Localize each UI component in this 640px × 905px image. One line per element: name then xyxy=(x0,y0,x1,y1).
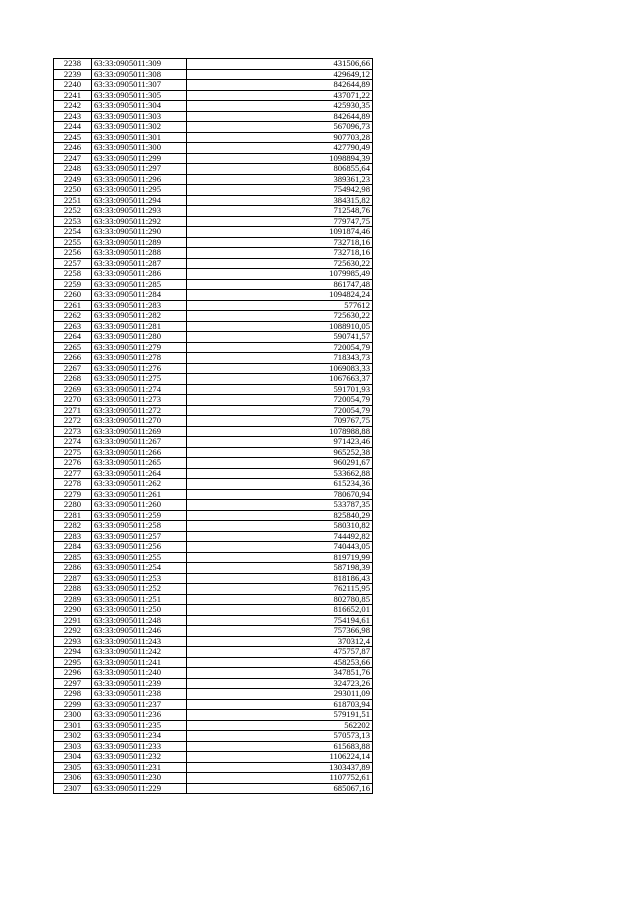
cadastral-value-cell: 712548,76 xyxy=(187,206,373,217)
cadastral-number-cell: 63:33:0905011:303 xyxy=(92,111,187,122)
row-number-cell: 2272 xyxy=(54,416,92,427)
cadastral-value-cell: 960291,67 xyxy=(187,458,373,469)
cadastral-value-cell: 732718,16 xyxy=(187,237,373,248)
row-number-cell: 2291 xyxy=(54,615,92,626)
table-row xyxy=(54,258,373,269)
table-row xyxy=(54,248,373,259)
row-number-cell: 2304 xyxy=(54,752,92,763)
cadastral-number-cell: 63:33:0905011:270 xyxy=(92,416,187,427)
table-row xyxy=(54,279,373,290)
row-number-cell: 2282 xyxy=(54,521,92,532)
cadastral-value-cell: 577612 xyxy=(187,300,373,311)
table-row xyxy=(54,552,373,563)
table-row xyxy=(54,69,373,80)
table-row xyxy=(54,59,373,70)
cadastral-number-cell: 63:33:0905011:229 xyxy=(92,783,187,794)
row-number-cell: 2245 xyxy=(54,132,92,143)
row-number-cell: 2261 xyxy=(54,300,92,311)
cadastral-number-cell: 63:33:0905011:246 xyxy=(92,626,187,637)
row-number-cell: 2238 xyxy=(54,59,92,70)
cadastral-value-cell: 618703,94 xyxy=(187,699,373,710)
cadastral-value-cell: 580310,82 xyxy=(187,521,373,532)
cadastral-number-cell: 63:33:0905011:301 xyxy=(92,132,187,143)
cadastral-number-cell: 63:33:0905011:297 xyxy=(92,164,187,175)
cadastral-value-cell: 590741,57 xyxy=(187,332,373,343)
row-number-cell: 2239 xyxy=(54,69,92,80)
row-number-cell: 2300 xyxy=(54,710,92,721)
cadastral-number-cell: 63:33:0905011:293 xyxy=(92,206,187,217)
table-row xyxy=(54,668,373,679)
row-number-cell: 2292 xyxy=(54,626,92,637)
row-number-cell: 2287 xyxy=(54,573,92,584)
table-row xyxy=(54,458,373,469)
cadastral-value-cell: 907703,28 xyxy=(187,132,373,143)
cadastral-number-cell: 63:33:0905011:258 xyxy=(92,521,187,532)
table-row xyxy=(54,468,373,479)
cadastral-number-cell: 63:33:0905011:284 xyxy=(92,290,187,301)
cadastral-value-cell: 570573,13 xyxy=(187,731,373,742)
row-number-cell: 2301 xyxy=(54,720,92,731)
cadastral-number-cell: 63:33:0905011:281 xyxy=(92,321,187,332)
row-number-cell: 2286 xyxy=(54,563,92,574)
table-row xyxy=(54,174,373,185)
row-number-cell: 2241 xyxy=(54,90,92,101)
cadastral-number-cell: 63:33:0905011:243 xyxy=(92,636,187,647)
cadastral-value-cell: 567096,73 xyxy=(187,122,373,133)
cadastral-number-cell: 63:33:0905011:248 xyxy=(92,615,187,626)
cadastral-number-cell: 63:33:0905011:234 xyxy=(92,731,187,742)
row-number-cell: 2254 xyxy=(54,227,92,238)
table-row xyxy=(54,416,373,427)
cadastral-value-cell: 458253,66 xyxy=(187,657,373,668)
cadastral-number-cell: 63:33:0905011:304 xyxy=(92,101,187,112)
row-number-cell: 2253 xyxy=(54,216,92,227)
row-number-cell: 2294 xyxy=(54,647,92,658)
cadastral-number-cell: 63:33:0905011:230 xyxy=(92,773,187,784)
cadastral-value-cell: 802780,85 xyxy=(187,594,373,605)
cadastral-value-cell: 1107752,61 xyxy=(187,773,373,784)
cadastral-number-cell: 63:33:0905011:256 xyxy=(92,542,187,553)
table-row xyxy=(54,269,373,280)
table-row xyxy=(54,101,373,112)
row-number-cell: 2258 xyxy=(54,269,92,280)
row-number-cell: 2295 xyxy=(54,657,92,668)
cadastral-number-cell: 63:33:0905011:269 xyxy=(92,426,187,437)
table-row xyxy=(54,521,373,532)
cadastral-value-cell: 1091874,46 xyxy=(187,227,373,238)
table-row xyxy=(54,636,373,647)
row-number-cell: 2305 xyxy=(54,762,92,773)
cadastral-value-cell: 533787,35 xyxy=(187,500,373,511)
cadastral-number-cell: 63:33:0905011:238 xyxy=(92,689,187,700)
table-row xyxy=(54,731,373,742)
cadastral-number-cell: 63:33:0905011:252 xyxy=(92,584,187,595)
cadastral-value-cell: 1303437,89 xyxy=(187,762,373,773)
row-number-cell: 2299 xyxy=(54,699,92,710)
row-number-cell: 2274 xyxy=(54,437,92,448)
table-row xyxy=(54,80,373,91)
cadastral-value-cell: 533662,88 xyxy=(187,468,373,479)
row-number-cell: 2285 xyxy=(54,552,92,563)
table-row xyxy=(54,164,373,175)
cadastral-number-cell: 63:33:0905011:308 xyxy=(92,69,187,80)
cadastral-number-cell: 63:33:0905011:264 xyxy=(92,468,187,479)
table-row xyxy=(54,216,373,227)
cadastral-number-cell: 63:33:0905011:273 xyxy=(92,395,187,406)
table-row xyxy=(54,752,373,763)
table-row xyxy=(54,584,373,595)
table-row xyxy=(54,699,373,710)
cadastral-number-cell: 63:33:0905011:294 xyxy=(92,195,187,206)
row-number-cell: 2260 xyxy=(54,290,92,301)
cadastral-value-cell: 740443,05 xyxy=(187,542,373,553)
cadastral-value-cell: 1098894,39 xyxy=(187,153,373,164)
cadastral-number-cell: 63:33:0905011:275 xyxy=(92,374,187,385)
cadastral-value-cell: 825840,29 xyxy=(187,510,373,521)
cadastral-number-cell: 63:33:0905011:300 xyxy=(92,143,187,154)
table-row xyxy=(54,626,373,637)
table-row xyxy=(54,426,373,437)
cadastral-number-cell: 63:33:0905011:259 xyxy=(92,510,187,521)
table-row xyxy=(54,437,373,448)
cadastral-value-cell: 1106224,14 xyxy=(187,752,373,763)
table-row xyxy=(54,321,373,332)
row-number-cell: 2240 xyxy=(54,80,92,91)
row-number-cell: 2283 xyxy=(54,531,92,542)
table-row xyxy=(54,500,373,511)
row-number-cell: 2269 xyxy=(54,384,92,395)
table-row xyxy=(54,678,373,689)
cadastral-value-cell: 744492,82 xyxy=(187,531,373,542)
cadastral-number-cell: 63:33:0905011:235 xyxy=(92,720,187,731)
cadastral-number-cell: 63:33:0905011:287 xyxy=(92,258,187,269)
row-number-cell: 2259 xyxy=(54,279,92,290)
table-row xyxy=(54,90,373,101)
cadastral-value-cell: 720054,79 xyxy=(187,405,373,416)
cadastral-number-cell: 63:33:0905011:299 xyxy=(92,153,187,164)
table-row xyxy=(54,185,373,196)
table-row xyxy=(54,563,373,574)
row-number-cell: 2280 xyxy=(54,500,92,511)
cadastral-value-cell: 437071,22 xyxy=(187,90,373,101)
cadastral-number-cell: 63:33:0905011:237 xyxy=(92,699,187,710)
row-number-cell: 2298 xyxy=(54,689,92,700)
cadastral-number-cell: 63:33:0905011:307 xyxy=(92,80,187,91)
row-number-cell: 2247 xyxy=(54,153,92,164)
row-number-cell: 2256 xyxy=(54,248,92,259)
cadastral-number-cell: 63:33:0905011:240 xyxy=(92,668,187,679)
cadastral-value-cell: 384315,82 xyxy=(187,195,373,206)
cadastral-value-cell: 1088910,05 xyxy=(187,321,373,332)
cadastral-value-cell: 754194,61 xyxy=(187,615,373,626)
row-number-cell: 2271 xyxy=(54,405,92,416)
cadastral-value-cell: 389361,23 xyxy=(187,174,373,185)
table-row xyxy=(54,657,373,668)
cadastral-number-cell: 63:33:0905011:239 xyxy=(92,678,187,689)
row-number-cell: 2284 xyxy=(54,542,92,553)
cadastral-number-cell: 63:33:0905011:257 xyxy=(92,531,187,542)
row-number-cell: 2252 xyxy=(54,206,92,217)
table-row xyxy=(54,132,373,143)
row-number-cell: 2296 xyxy=(54,668,92,679)
cadastral-value-cell: 1069083,33 xyxy=(187,363,373,374)
table-row xyxy=(54,510,373,521)
cadastral-value-cell: 431506,66 xyxy=(187,59,373,70)
row-number-cell: 2265 xyxy=(54,342,92,353)
cadastral-number-cell: 63:33:0905011:274 xyxy=(92,384,187,395)
cadastral-number-cell: 63:33:0905011:232 xyxy=(92,752,187,763)
cadastral-number-cell: 63:33:0905011:302 xyxy=(92,122,187,133)
cadastral-number-cell: 63:33:0905011:292 xyxy=(92,216,187,227)
cadastral-value-table xyxy=(53,58,373,794)
cadastral-value-cell: 965252,38 xyxy=(187,447,373,458)
row-number-cell: 2248 xyxy=(54,164,92,175)
row-number-cell: 2276 xyxy=(54,458,92,469)
row-number-cell: 2264 xyxy=(54,332,92,343)
cadastral-value-cell: 425930,35 xyxy=(187,101,373,112)
table-row xyxy=(54,374,373,385)
cadastral-value-cell: 816652,01 xyxy=(187,605,373,616)
table-row xyxy=(54,290,373,301)
table-row xyxy=(54,741,373,752)
cadastral-number-cell: 63:33:0905011:286 xyxy=(92,269,187,280)
table-row xyxy=(54,605,373,616)
cadastral-number-cell: 63:33:0905011:255 xyxy=(92,552,187,563)
cadastral-number-cell: 63:33:0905011:280 xyxy=(92,332,187,343)
cadastral-number-cell: 63:33:0905011:260 xyxy=(92,500,187,511)
cadastral-number-cell: 63:33:0905011:236 xyxy=(92,710,187,721)
table-row xyxy=(54,353,373,364)
cadastral-value-cell: 732718,16 xyxy=(187,248,373,259)
cadastral-value-cell: 709767,75 xyxy=(187,416,373,427)
cadastral-number-cell: 63:33:0905011:290 xyxy=(92,227,187,238)
row-number-cell: 2266 xyxy=(54,353,92,364)
row-number-cell: 2246 xyxy=(54,143,92,154)
cadastral-value-cell: 615683,88 xyxy=(187,741,373,752)
cadastral-number-cell: 63:33:0905011:241 xyxy=(92,657,187,668)
row-number-cell: 2275 xyxy=(54,447,92,458)
row-number-cell: 2270 xyxy=(54,395,92,406)
cadastral-value-cell: 718343,73 xyxy=(187,353,373,364)
cadastral-value-cell: 762115,95 xyxy=(187,584,373,595)
cadastral-value-cell: 779747,75 xyxy=(187,216,373,227)
table-row xyxy=(54,206,373,217)
row-number-cell: 2273 xyxy=(54,426,92,437)
row-number-cell: 2297 xyxy=(54,678,92,689)
cadastral-number-cell: 63:33:0905011:265 xyxy=(92,458,187,469)
table-row xyxy=(54,594,373,605)
cadastral-number-cell: 63:33:0905011:253 xyxy=(92,573,187,584)
row-number-cell: 2257 xyxy=(54,258,92,269)
table-row xyxy=(54,405,373,416)
cadastral-value-cell: 685067,16 xyxy=(187,783,373,794)
cadastral-number-cell: 63:33:0905011:233 xyxy=(92,741,187,752)
row-number-cell: 2249 xyxy=(54,174,92,185)
table-row xyxy=(54,332,373,343)
row-number-cell: 2290 xyxy=(54,605,92,616)
row-number-cell: 2279 xyxy=(54,489,92,500)
row-number-cell: 2267 xyxy=(54,363,92,374)
cadastral-number-cell: 63:33:0905011:296 xyxy=(92,174,187,185)
cadastral-number-cell: 63:33:0905011:262 xyxy=(92,479,187,490)
table-row xyxy=(54,227,373,238)
table-row xyxy=(54,489,373,500)
cadastral-number-cell: 63:33:0905011:254 xyxy=(92,563,187,574)
cadastral-value-cell: 842644,89 xyxy=(187,111,373,122)
cadastral-value-cell: 1094824,24 xyxy=(187,290,373,301)
cadastral-value-cell: 971423,46 xyxy=(187,437,373,448)
table-row xyxy=(54,143,373,154)
cadastral-value-cell: 725630,22 xyxy=(187,311,373,322)
cadastral-number-cell: 63:33:0905011:285 xyxy=(92,279,187,290)
cadastral-number-cell: 63:33:0905011:261 xyxy=(92,489,187,500)
cadastral-value-cell: 842644,89 xyxy=(187,80,373,91)
cadastral-value-cell: 725630,22 xyxy=(187,258,373,269)
cadastral-value-cell: 1079985,49 xyxy=(187,269,373,280)
cadastral-number-cell: 63:33:0905011:289 xyxy=(92,237,187,248)
row-number-cell: 2242 xyxy=(54,101,92,112)
row-number-cell: 2262 xyxy=(54,311,92,322)
row-number-cell: 2278 xyxy=(54,479,92,490)
cadastral-value-cell: 1078988,88 xyxy=(187,426,373,437)
table-row xyxy=(54,762,373,773)
row-number-cell: 2244 xyxy=(54,122,92,133)
cadastral-number-cell: 63:33:0905011:282 xyxy=(92,311,187,322)
cadastral-number-cell: 63:33:0905011:272 xyxy=(92,405,187,416)
cadastral-value-cell: 780670,94 xyxy=(187,489,373,500)
row-number-cell: 2243 xyxy=(54,111,92,122)
cadastral-number-cell: 63:33:0905011:242 xyxy=(92,647,187,658)
table-row xyxy=(54,237,373,248)
table-row xyxy=(54,153,373,164)
row-number-cell: 2251 xyxy=(54,195,92,206)
table-row xyxy=(54,311,373,322)
cadastral-number-cell: 63:33:0905011:309 xyxy=(92,59,187,70)
cadastral-value-cell: 370312,4 xyxy=(187,636,373,647)
table-row xyxy=(54,384,373,395)
table-row xyxy=(54,647,373,658)
cadastral-value-cell: 429649,12 xyxy=(187,69,373,80)
table-row xyxy=(54,573,373,584)
row-number-cell: 2306 xyxy=(54,773,92,784)
table-row xyxy=(54,122,373,133)
row-number-cell: 2255 xyxy=(54,237,92,248)
table-row xyxy=(54,342,373,353)
cadastral-value-cell: 562202 xyxy=(187,720,373,731)
cadastral-number-cell: 63:33:0905011:305 xyxy=(92,90,187,101)
table-row xyxy=(54,773,373,784)
cadastral-value-cell: 754942,98 xyxy=(187,185,373,196)
cadastral-number-cell: 63:33:0905011:295 xyxy=(92,185,187,196)
cadastral-number-cell: 63:33:0905011:283 xyxy=(92,300,187,311)
row-number-cell: 2277 xyxy=(54,468,92,479)
cadastral-value-cell: 818186,43 xyxy=(187,573,373,584)
table-row xyxy=(54,195,373,206)
cadastral-number-cell: 63:33:0905011:250 xyxy=(92,605,187,616)
table-row xyxy=(54,689,373,700)
row-number-cell: 2281 xyxy=(54,510,92,521)
table-row xyxy=(54,447,373,458)
cadastral-number-cell: 63:33:0905011:266 xyxy=(92,447,187,458)
table-row xyxy=(54,479,373,490)
table-row xyxy=(54,720,373,731)
cadastral-number-cell: 63:33:0905011:267 xyxy=(92,437,187,448)
cadastral-number-cell: 63:33:0905011:279 xyxy=(92,342,187,353)
table-row xyxy=(54,542,373,553)
table-body xyxy=(54,59,373,794)
table-row xyxy=(54,783,373,794)
row-number-cell: 2302 xyxy=(54,731,92,742)
cadastral-value-cell: 591701,93 xyxy=(187,384,373,395)
cadastral-number-cell: 63:33:0905011:251 xyxy=(92,594,187,605)
cadastral-value-cell: 757366,98 xyxy=(187,626,373,637)
cadastral-value-cell: 475757,87 xyxy=(187,647,373,658)
cadastral-value-cell: 615234,36 xyxy=(187,479,373,490)
cadastral-value-cell: 324723,26 xyxy=(187,678,373,689)
cadastral-value-cell: 579191,51 xyxy=(187,710,373,721)
row-number-cell: 2293 xyxy=(54,636,92,647)
table-row xyxy=(54,615,373,626)
cadastral-value-cell: 587198,39 xyxy=(187,563,373,574)
cadastral-value-cell: 293011,09 xyxy=(187,689,373,700)
table-row xyxy=(54,111,373,122)
row-number-cell: 2250 xyxy=(54,185,92,196)
row-number-cell: 2268 xyxy=(54,374,92,385)
table-row xyxy=(54,710,373,721)
cadastral-value-cell: 720054,79 xyxy=(187,395,373,406)
cadastral-value-cell: 1067663,37 xyxy=(187,374,373,385)
table-row xyxy=(54,531,373,542)
cadastral-number-cell: 63:33:0905011:276 xyxy=(92,363,187,374)
table-row xyxy=(54,300,373,311)
row-number-cell: 2289 xyxy=(54,594,92,605)
row-number-cell: 2263 xyxy=(54,321,92,332)
table-row xyxy=(54,395,373,406)
cadastral-value-cell: 819719,99 xyxy=(187,552,373,563)
cadastral-value-cell: 720054,79 xyxy=(187,342,373,353)
cadastral-value-cell: 427790,49 xyxy=(187,143,373,154)
table-row xyxy=(54,363,373,374)
cadastral-value-cell: 347851,76 xyxy=(187,668,373,679)
cadastral-value-cell: 861747,48 xyxy=(187,279,373,290)
row-number-cell: 2303 xyxy=(54,741,92,752)
cadastral-number-cell: 63:33:0905011:278 xyxy=(92,353,187,364)
row-number-cell: 2307 xyxy=(54,783,92,794)
cadastral-number-cell: 63:33:0905011:231 xyxy=(92,762,187,773)
cadastral-value-cell: 806855,64 xyxy=(187,164,373,175)
row-number-cell: 2288 xyxy=(54,584,92,595)
cadastral-number-cell: 63:33:0905011:288 xyxy=(92,248,187,259)
